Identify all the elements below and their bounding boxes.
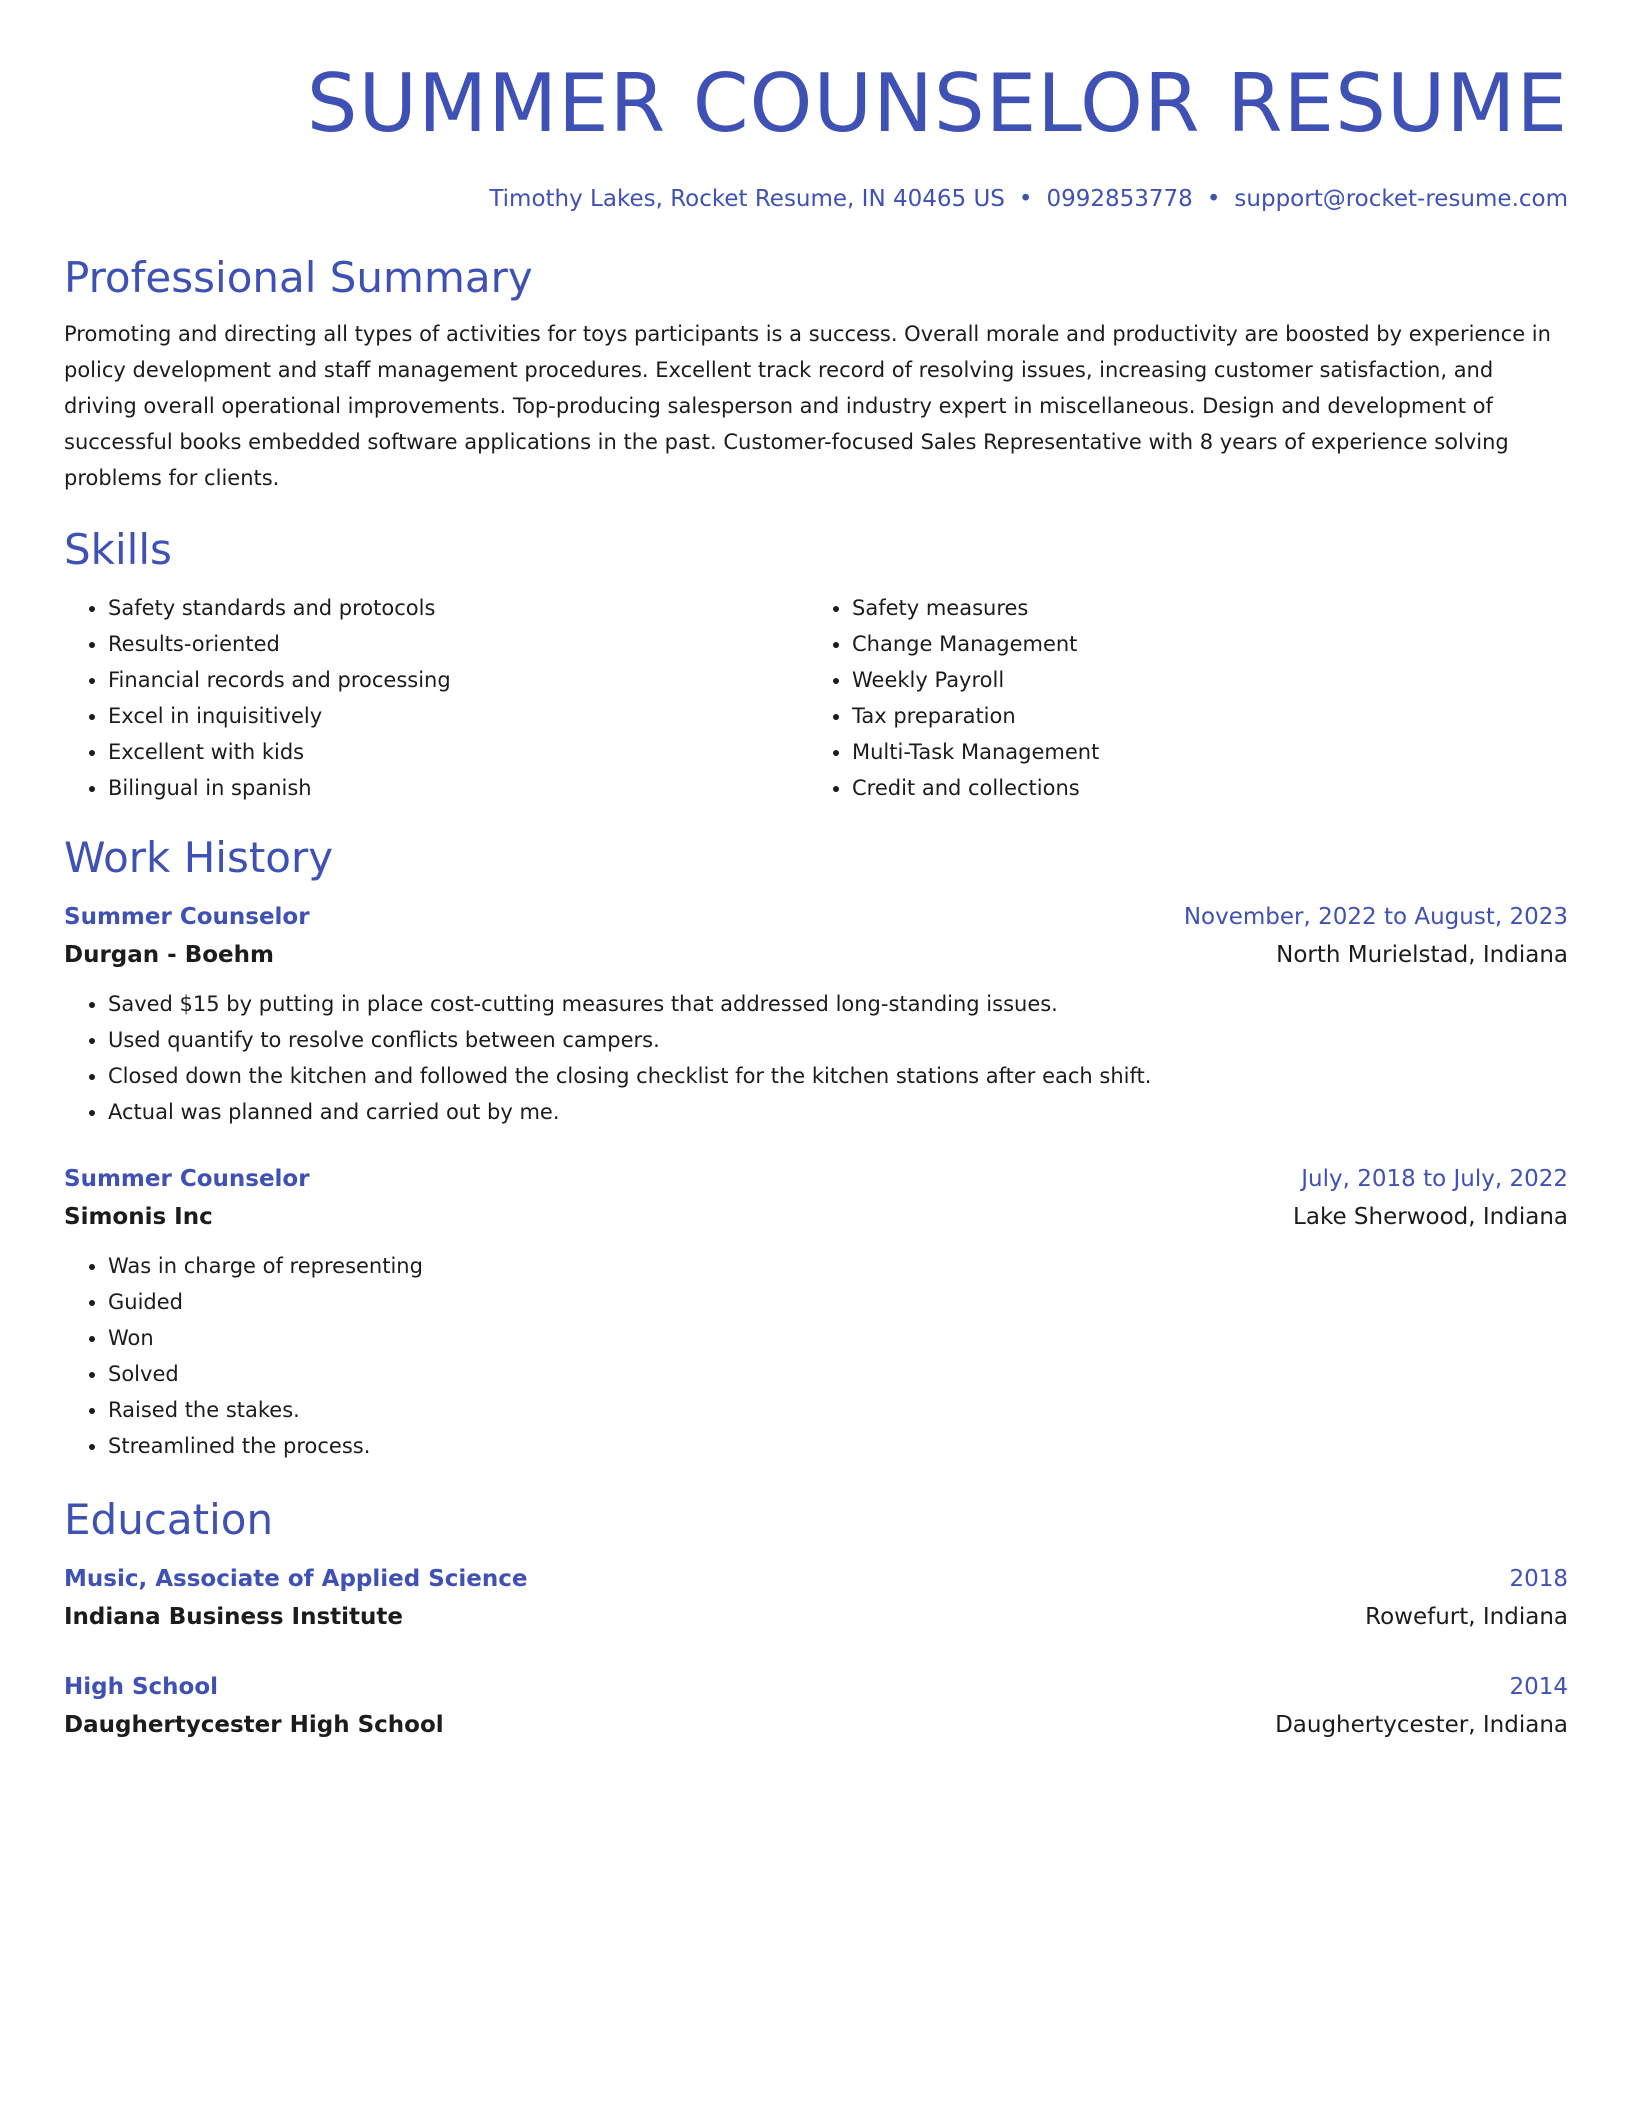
skill-item: • Safety standards and protocols	[108, 590, 808, 626]
skill-item: • Bilingual in spanish	[108, 770, 808, 806]
contact-phone: 0992853778	[1046, 186, 1193, 212]
skill-item: • Multi-Task Management	[852, 734, 1552, 770]
education-year: 2014	[1509, 1674, 1568, 1700]
skill-item: • Excel in inquisitively	[108, 698, 808, 734]
job-location: North Murielstad, Indiana	[1276, 942, 1568, 968]
job-dates: July, 2018 to July, 2022	[1301, 1166, 1568, 1192]
education-heading: Education	[64, 1495, 274, 1544]
education-year: 2018	[1509, 1566, 1568, 1592]
skill-item: • Financial records and processing	[108, 662, 808, 698]
skill-item: • Weekly Payroll	[852, 662, 1552, 698]
job-bullet: • Guided	[108, 1284, 1568, 1320]
job-dates: November, 2022 to August, 2023	[1183, 904, 1568, 930]
job-role: Summer Counselor	[64, 904, 310, 930]
education-entry	[64, 1560, 1568, 1636]
job-header	[64, 1160, 1568, 1198]
contact-line	[64, 184, 1568, 214]
job-bullet: • Saved $15 by putting in place cost-cutting measures that addressed long-standing issues.	[108, 986, 1568, 1022]
job-bullet: • Was in charge of representing	[108, 1248, 1568, 1284]
work-history-heading: Work History	[64, 833, 334, 882]
education-location: Rowefurt, Indiana	[1365, 1604, 1568, 1630]
job-subheader	[64, 1198, 1568, 1236]
resume-title: SUMMER COUNSELOR RESUME	[306, 57, 1568, 150]
skill-item: • Results-oriented	[108, 626, 808, 662]
skills-list	[64, 590, 1568, 806]
education-degree: Music, Associate of Applied Science	[64, 1566, 528, 1592]
education-subheader	[64, 1598, 1568, 1636]
skill-item: • Credit and collections	[852, 770, 1552, 806]
job-bullet: • Closed down the kitchen and followed the closing checklist for the kitchen stations after each shift.	[108, 1058, 1568, 1094]
job-location: Lake Sherwood, Indiana	[1293, 1204, 1568, 1230]
skills-column-right	[808, 590, 1552, 806]
job-header	[64, 898, 1568, 936]
skill-item: • Change Management	[852, 626, 1552, 662]
summary-text: Promoting and directing all types of activities for toys participants is a success. Overall morale and productivity are boosted by experience in policy development and staff management procedures. Excellent track record of resolving issues, increasing customer satisfaction, and driving overall operational improvements. Top-producing salesperson and industry expert in miscellaneous. Design and development of successful books embedded software applications in the past. Customer-focused Sales Representative with 8 years of experience solving problems for clients.	[64, 322, 1551, 490]
skill-item: • Safety measures	[852, 590, 1552, 626]
job-bullet: • Used quantify to resolve conflicts between campers.	[108, 1022, 1568, 1058]
job-subheader	[64, 936, 1568, 974]
job-bullets	[64, 986, 1568, 1130]
job-company: Durgan - Boehm	[64, 942, 274, 968]
job-role: Summer Counselor	[64, 1166, 310, 1192]
skill-item: • Tax preparation	[852, 698, 1552, 734]
skills-heading: Skills	[64, 525, 172, 574]
resume-page	[64, 0, 1568, 1744]
skill-item: • Excellent with kids	[108, 734, 808, 770]
contact-separator: •	[1206, 186, 1221, 212]
education-school: Daughertycester High School	[64, 1712, 444, 1738]
job-bullet: • Streamlined the process.	[108, 1428, 1568, 1464]
education-header	[64, 1560, 1568, 1598]
job-entry	[64, 1160, 1568, 1464]
job-entry	[64, 898, 1568, 1130]
education-header	[64, 1668, 1568, 1706]
skills-column-left	[64, 590, 808, 806]
job-bullet: • Solved	[108, 1356, 1568, 1392]
job-bullet: • Won	[108, 1320, 1568, 1356]
job-bullet: • Raised the stakes.	[108, 1392, 1568, 1428]
job-company: Simonis Inc	[64, 1204, 213, 1230]
contact-email: support@rocket-resume.com	[1234, 186, 1568, 212]
contact-address: Timothy Lakes, Rocket Resume, IN 40465 US	[489, 186, 1005, 212]
education-school: Indiana Business Institute	[64, 1604, 404, 1630]
education-location: Daughertycester, Indiana	[1275, 1712, 1568, 1738]
summary-heading: Professional Summary	[64, 253, 533, 302]
job-bullets	[64, 1248, 1568, 1464]
education-entry	[64, 1668, 1568, 1744]
education-subheader	[64, 1706, 1568, 1744]
job-bullet: • Actual was planned and carried out by me.	[108, 1094, 1568, 1130]
education-degree: High School	[64, 1674, 219, 1700]
contact-separator: •	[1018, 186, 1033, 212]
